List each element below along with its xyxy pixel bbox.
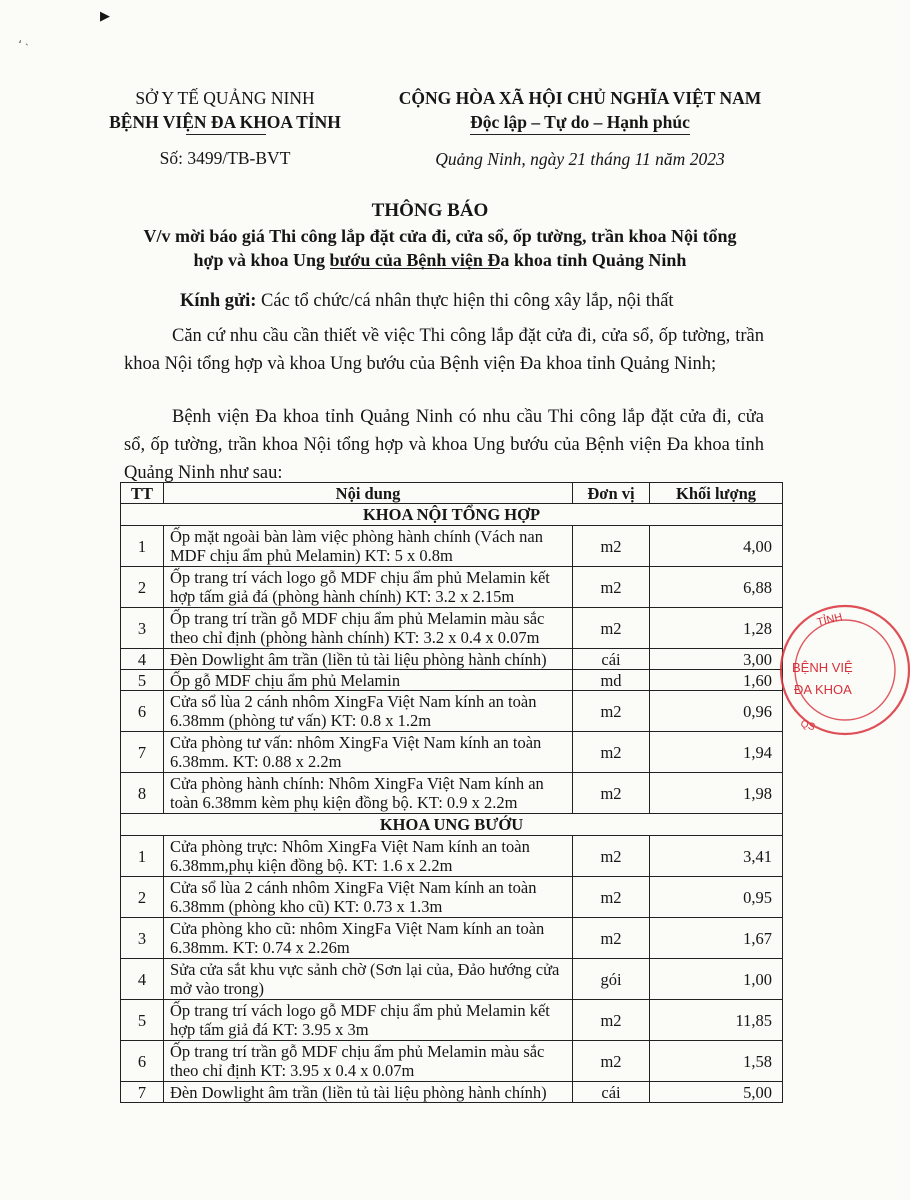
svg-text:TỈNH: TỈNH <box>815 611 844 629</box>
table-row <box>121 567 783 608</box>
scan-mark: ▶ <box>100 8 110 23</box>
row-number: 5 <box>121 670 164 691</box>
row-quantity: 0,95 <box>650 877 783 918</box>
row-quantity: 4,00 <box>650 526 783 567</box>
national-heading <box>360 86 800 171</box>
table-row <box>121 1000 783 1041</box>
table-row <box>121 877 783 918</box>
svg-text:ĐA KHOA: ĐA KHOA <box>794 682 852 697</box>
notice-title: THÔNG BÁO <box>371 200 489 221</box>
row-quantity: 6,88 <box>650 567 783 608</box>
svg-text:QS: QS <box>799 718 817 734</box>
row-quantity: 1,67 <box>650 918 783 959</box>
row-quantity: 11,85 <box>650 1000 783 1041</box>
column-header-tt: TT <box>121 483 164 504</box>
row-unit: m2 <box>573 918 650 959</box>
row-unit: m2 <box>573 1041 650 1082</box>
row-unit: gói <box>573 959 650 1000</box>
row-unit: m2 <box>573 691 650 732</box>
row-quantity: 1,60 <box>650 670 783 691</box>
table-row <box>121 526 783 567</box>
row-content: Cửa phòng tư vấn: nhôm XingFa Việt Nam kính an toàn 6.38mm. KT: 0.88 x 2.2m <box>164 732 573 773</box>
table-row <box>121 670 783 691</box>
row-number: 8 <box>121 773 164 814</box>
row-number: 2 <box>121 877 164 918</box>
table-row <box>121 1082 783 1103</box>
row-number: 1 <box>121 836 164 877</box>
notice-subject: V/v mời báo giá Thi công lắp đặt cửa đi, cửa sổ, ốp tường, trần khoa Nội tổng hợp và khoa Ung bướu của Bệnh viện Đa khoa tỉnh Quảng Ninh <box>143 226 737 270</box>
row-content: Ốp gỗ MDF chịu ẩm phủ Melamin <box>164 670 573 691</box>
table-section-row <box>121 814 783 836</box>
official-stamp <box>770 598 910 748</box>
row-content: Ốp trang trí trần gỗ MDF chịu ẩm phủ Melamin màu sắc theo chỉ định KT: 3.95 x 0.4 x 0.07m <box>164 1041 573 1082</box>
issuer-block <box>90 86 360 170</box>
republic-name: CỘNG HÒA XÃ HỘI CHỦ NGHĨA VIỆT NAM <box>398 88 762 108</box>
row-content: Cửa sổ lùa 2 cánh nhôm XingFa Việt Nam kính an toàn 6.38mm (phòng kho cũ) KT: 0.73 x 1.3m <box>164 877 573 918</box>
national-motto: Độc lập – Tự do – Hạnh phúc <box>470 110 690 135</box>
table-row <box>121 959 783 1000</box>
column-header-quantity: Khối lượng <box>650 483 783 504</box>
row-unit: m2 <box>573 526 650 567</box>
row-quantity: 3,41 <box>650 836 783 877</box>
svg-text:BỆNH VIỆ: BỆNH VIỆ <box>792 660 853 675</box>
row-quantity: 0,96 <box>650 691 783 732</box>
column-header-unit: Đơn vị <box>573 483 650 504</box>
row-number: 3 <box>121 608 164 649</box>
agency-name: SỞ Y TẾ QUẢNG NINH <box>135 88 315 108</box>
row-unit: m2 <box>573 1000 650 1041</box>
row-quantity: 1,98 <box>650 773 783 814</box>
table-row <box>121 836 783 877</box>
column-header-content: Nội dung <box>164 483 573 504</box>
row-quantity: 1,00 <box>650 959 783 1000</box>
row-number: 6 <box>121 691 164 732</box>
table-row <box>121 773 783 814</box>
document-date: Quảng Ninh, ngày 21 tháng 11 năm 2023 <box>435 149 725 169</box>
work-items-table <box>120 482 783 1103</box>
row-number: 7 <box>121 732 164 773</box>
row-content: Sửa cửa sắt khu vực sảnh chờ (Sơn lại của, Đảo hướng cửa mở vào trong) <box>164 959 573 1000</box>
section-heading: KHOA UNG BƯỚU <box>121 814 783 836</box>
row-content: Ốp mặt ngoài bàn làm việc phòng hành chính (Vách nan MDF chịu ẩm phủ Melamin) KT: 5 x 0.8m <box>164 526 573 567</box>
paragraph-basis: Căn cứ nhu cầu cần thiết về việc Thi công lắp đặt cửa đi, cửa sổ, ốp tường, trần khoa Nội tổng hợp và khoa Ung bướu của Bệnh viện Đa khoa tỉnh Quảng Ninh; <box>124 326 764 374</box>
row-quantity: 1,58 <box>650 1041 783 1082</box>
row-unit: m2 <box>573 773 650 814</box>
row-unit: m2 <box>573 567 650 608</box>
row-unit: m2 <box>573 877 650 918</box>
hospital-name: BỆNH VIỆN ĐA KHOA TỈNH <box>109 112 341 132</box>
recipient-text: Các tổ chức/cá nhân thực hiện thi công xây lắp, nội thất <box>256 291 674 311</box>
table-row <box>121 649 783 670</box>
divider <box>186 134 266 135</box>
row-unit: m2 <box>573 608 650 649</box>
row-content: Ốp trang trí vách logo gỗ MDF chịu ẩm phủ Melamin kết hợp tấm giả đá (phòng hành chính) KT: 3.2 x 2.15m <box>164 567 573 608</box>
section-heading: KHOA NỘI TỔNG HỢP <box>121 504 783 526</box>
table-row <box>121 608 783 649</box>
row-unit: m2 <box>573 732 650 773</box>
scan-mark: ، ˎ <box>18 32 29 46</box>
row-quantity: 1,94 <box>650 732 783 773</box>
row-number: 4 <box>121 959 164 1000</box>
row-content: Đèn Dowlight âm trần (liền tủ tài liệu phòng hành chính) <box>164 1082 573 1103</box>
table-row <box>121 1041 783 1082</box>
row-number: 3 <box>121 918 164 959</box>
row-quantity: 3,00 <box>650 649 783 670</box>
row-quantity: 1,28 <box>650 608 783 649</box>
document-number: Số: 3499/TB-BVT <box>159 148 291 168</box>
row-number: 5 <box>121 1000 164 1041</box>
row-content: Cửa phòng trực: Nhôm XingFa Việt Nam kính an toàn 6.38mm,phụ kiện đồng bộ. KT: 1.6 x 2.2m <box>164 836 573 877</box>
row-number: 2 <box>121 567 164 608</box>
row-content: Cửa phòng hành chính: Nhôm XingFa Việt Nam kính an toàn 6.38mm kèm phụ kiện đồng bộ. KT: 0.9 x 2.2m <box>164 773 573 814</box>
row-content: Cửa phòng kho cũ: nhôm XingFa Việt Nam kính an toàn 6.38mm. KT: 0.74 x 2.26m <box>164 918 573 959</box>
recipient-label: Kính gửi: <box>180 291 257 311</box>
table-row <box>121 918 783 959</box>
row-unit: cái <box>573 649 650 670</box>
row-number: 7 <box>121 1082 164 1103</box>
recipient-line <box>180 288 674 314</box>
divider <box>330 268 500 269</box>
row-number: 1 <box>121 526 164 567</box>
row-content: Đèn Dowlight âm trần (liền tủ tài liệu phòng hành chính) <box>164 649 573 670</box>
table-section-row <box>121 504 783 526</box>
row-content: Ốp trang trí trần gỗ MDF chịu ẩm phủ Melamin màu sắc theo chỉ định (phòng hành chính) KT: 3.2 x 0.4 x 0.07m <box>164 608 573 649</box>
table-row <box>121 691 783 732</box>
table-row <box>121 732 783 773</box>
row-quantity: 5,00 <box>650 1082 783 1103</box>
row-unit: cái <box>573 1082 650 1103</box>
paragraph-need: Bệnh viện Đa khoa tỉnh Quảng Ninh có nhu cầu Thi công lắp đặt cửa đi, cửa sổ, ốp tường, trần khoa Nội tổng hợp và khoa Ung bướu của Bệnh viện Đa khoa tỉnh Quảng Ninh như sau: <box>124 407 764 483</box>
row-number: 6 <box>121 1041 164 1082</box>
row-unit: md <box>573 670 650 691</box>
row-number: 4 <box>121 649 164 670</box>
row-content: Ốp trang trí vách logo gỗ MDF chịu ẩm phủ Melamin kết hợp tấm giả đá KT: 3.95 x 3m <box>164 1000 573 1041</box>
row-content: Cửa sổ lùa 2 cánh nhôm XingFa Việt Nam kính an toàn 6.38mm (phòng tư vấn) KT: 0.8 x 1.2m <box>164 691 573 732</box>
table-body <box>121 504 783 1103</box>
table-header-row <box>121 483 783 504</box>
row-unit: m2 <box>573 836 650 877</box>
